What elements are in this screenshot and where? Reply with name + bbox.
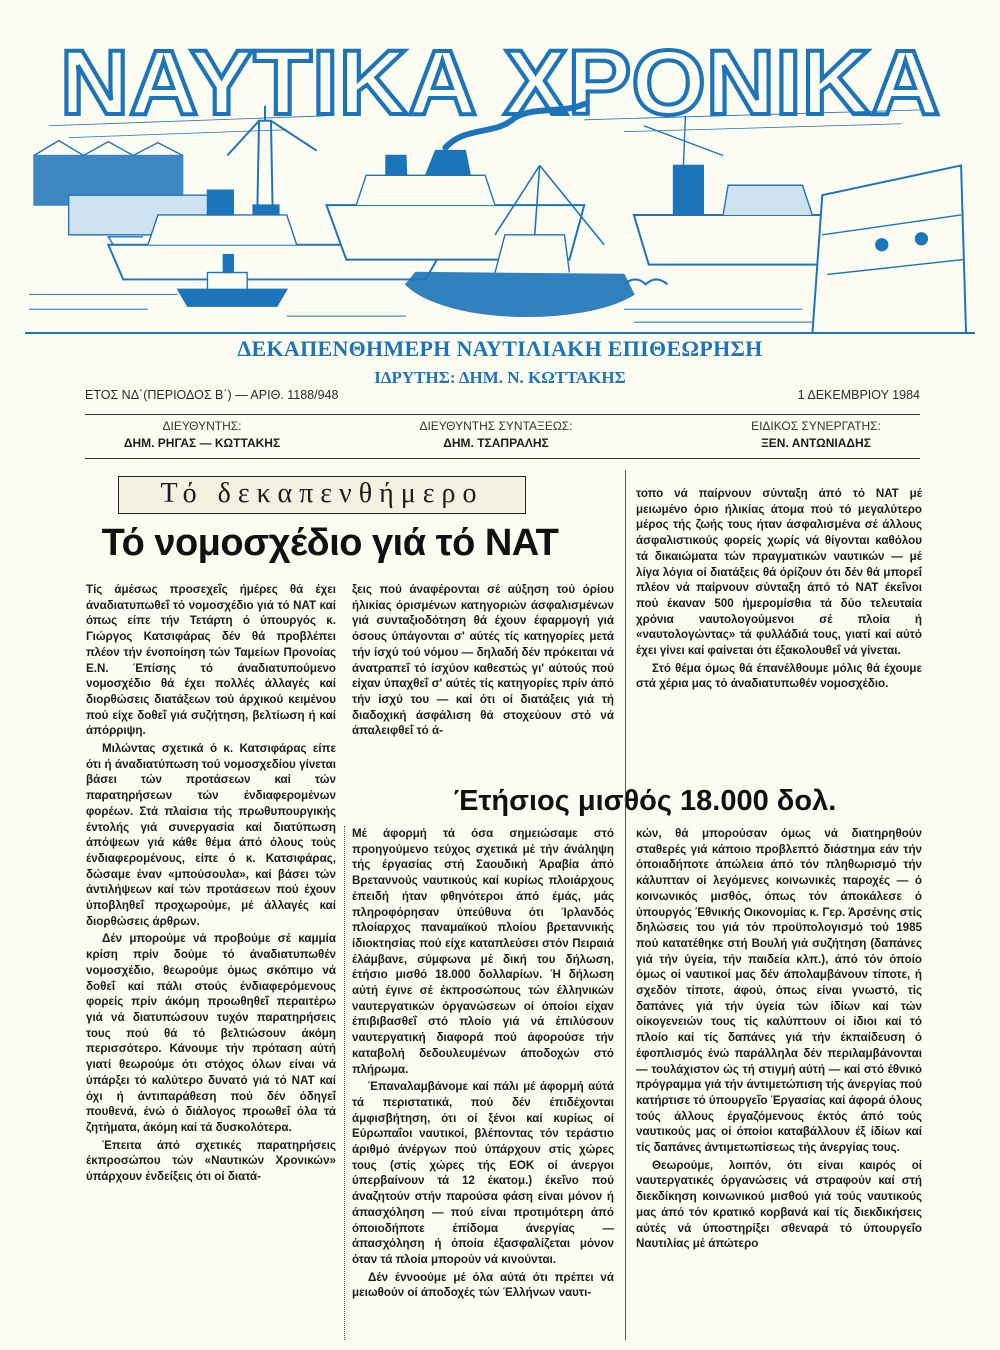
issue-number: ΕΤΟΣ ΝΔ΄(ΠΕΡΙΟΔΟΣ Β΄) — ΑΡΙΘ. 1188/948 [85, 388, 339, 402]
paragraph: κών, θά μπορούσαν όμως νά διατηρηθούν σταθερές γιά κάποιο προβλεπτό διάστημα εάν τήν όποιαδήποτε άπώλεια άπό τόν πληθωρισμό τήν κάλυπταν οί λεγόμενες κοινωνικές παροχές — ό κοινωνικός μισθός, όπως τόν άποκάλεσε ό ύπουργός Έθνικής Οικονομίας κ. Γερ. Άρσένης στίς δηλώσεις του γιά τόν προϋπολογισμό τού 1985 πού κατατέθηκε στή Βουλή γιά συζήτηση (δαπάνες γιά τήν ύγεία, τήν παιδεία κλπ.), άπό τόν όποίο όμως οί ναυτικοί μας δέν άπολαμβάνουν τίποτε, ή σχεδόν τίποτε, άφού, όπως είναι γνωστό, τίς δαπάνες γιά τήν ύγεία τών ίδίων καί τών οίκογενειών τους τίς καλύπτουν οί ίδιοι καί τό πλοίο καί τίς δαπάνες γιά τήν έκπαίδευση ό έφοπλισμός ένώ παράλληλα δέν περιλαμβάνονται — τουλάχιστον ώς τή στιγμή αύτή — καί στό έθνικό πρόγραμμα γιά τήν άντιμετώπιση τής άνεργίας πού κατήρτισε τό ύπουργεΐο Έργασίας καί άφορά όλους τούς άλλους έργαζόμενους έκτός άπό τούς ναυτικούς μας οί όποίοι καταβάλλουν έξ ίδίων καί τίς δαπάνες άντιμετωπίσεως τής άνεργίας τους. [636, 827, 922, 1155]
staff-rule [85, 458, 920, 459]
section-kicker: Τό δεκαπενθήμερο [118, 476, 526, 514]
paragraph: Δέν έννοούμε μέ όλα αύτά ότι πρέπει νά μειωθούν οί άποδοχές τών Έλλήνων ναυτι- [352, 1270, 614, 1300]
staff-director [82, 419, 322, 450]
staff-role: ΔΙΕΥΘΥΝΤΗΣ: [162, 419, 242, 433]
paragraph: Τίς άμέσως προσεχεΐς ήμέρες θά έχει άναδιατυπωθεΐ τό νομοσχέδιο γιά τό ΝΑΤ καί όπως είπε τήν Τετάρτη ό ύπουργός κ. Γιώργος Κατσιφάρας δέν θά προβλέπει πλέον τήν ένοποίηση τών Ταμείων Προνοίας Ε.Ν. Έπίσης τό άναδιατυπούμενο νομοσχέδιο θά έχει πολλές άλλαγές καί διορθώσεις διατάξεων τού άρχικού κειμένου πού είχε δοθεΐ γιά συζήτηση, βελτίωση ή καί άπόρριψη. [86, 583, 336, 738]
staff-name: ΞΕΝ. ΑΝΤΩΝΙΑΔΗΣ [761, 436, 871, 450]
paragraph: Δέν μπορούμε νά προβούμε σέ καμμία κρίση πρίν δούμε τό άναδιατυπωθέν νομοσχέδιο, θεωρούμε όμως σκόπιμο νά δοθεΐ καί πάλι στούς ένδιαφερόμενους φορείς πρίν άκόμη προωθηθεΐ περαιτέρω γιά νά διατυπώσουν τυχόν παρατηρήσεις τους πού θά τό βελτιώσουν άκόμη περισσότερο. Κάνουμε τήν πρόταση αύτή γιατί θεωρούμε ότι στόχος όλων είναι νά ύπάρξει τό καλύτερο δυνατό γιά τό ΝΑΤ καί όχι ή άντιπαράθεση πού δέν όδηγεΐ πουθενά, ένώ ό διάλογος προωθεΐ όλα τά ζητήματα, άκόμη καί τά δυσκολότερα. [86, 932, 336, 1134]
paragraph: Μιλώντας σχετικά ό κ. Κατσιφάρας είπε ότι ή άναδιατύπωση τού νομοσχεδίου γίνεται βάσει τών προτάσεων καί τών παρατηρήσεων τών ένδιαφερομένων φορέων. Στά πλαίσια τής πρωθυπουργικής έντολής γιά συνεργασία καί διατύπωση άπόψεων γιά κάθε θέμα άπό όλους τούς ένδιαφερομένους, είπε ό κ. Κατσιφάρας, δώσαμε έναν «μπούσουλα», καί βάσει τών άντιλήψεων καί τών προτάσεων πού έχουν ύποβληθεΐ προχωρούμε, μέ άλλαγές καί διορθώσεις άρθρων. [86, 742, 336, 928]
staff-role: ΔΙΕΥΘΥΝΤΗΣ ΣΥΝΤΑΞΕΩΣ: [419, 419, 573, 433]
staff-name: ΔΗΜ. ΡΗΓΑΣ — ΚΩΤΤΑΚΗΣ [123, 436, 281, 450]
issue-date: 1 ΔΕΚΕΜΒΡΙΟΥ 1984 [797, 388, 920, 402]
paragraph: τοπο νά παίρνουν σύνταξη άπό τό ΝΑΤ μέ μειωμένο όριο ήλικίας άτομα πού τό μεγαλύτερο μέρος τής ζωής τους ήταν άσφαλισμένα σέ άλλους άσφαλιστικούς φορείς χωρίς νά θίγονται καθόλου τά δικαιώματα τών πραγματικών ναυτικών — μέ λίγα λόγια οί διατάξεις θά όρίζουν ότι δέν θά μπορεΐ πλέον νά παίρνουν σύνταξη άπό τό ΝΑΤ έκεΐνοι πού έκαναν 500 ήμερομίσθια τά δύο τελευταία χρόνια ναυτολογούμενοι σέ πλοία ή «ναυτολογώντας» τά φυλλάδιά τους, γιατί καί αύτό έχει γίνει καί φαίνεται ότι έξακολουθεΐ νά γίνεται. [636, 487, 922, 658]
article1-column-1 [86, 582, 336, 1350]
issue-info [85, 388, 920, 408]
staff-role: ΕΙΔΙΚΟΣ ΣΥΝΕΡΓΑΤΗΣ: [751, 419, 881, 433]
article1-column-2 [352, 582, 614, 777]
founder-line: ΙΔΡΥΤΗΣ: ΔΗΜ. Ν. ΚΩΤΤΑΚΗΣ [374, 368, 626, 387]
paragraph: Στό θέμα όμως θά έπανέλθουμε μόλις θά έχουμε στά χέρια μας τό άναδιατυπωθέν νομοσχέδιο. [636, 661, 922, 691]
masthead-title-text: ΝΑΥΤΙΚΑ ΧΡΟΝΙΚΑ [60, 36, 940, 126]
paragraph: Θεωρούμε, λοιπόν, ότι είναι καιρός οί ναυτεργατικές όργανώσεις νά στραφούν καί στή διεκδίκηση κοινωνικού μισθού γιά τούς ναυτικούς μας άπό τόν κρατικό κορβανά καί τίς διεκδικήσεις αύτές νά ύποστηρίξει σθεναρά τό ύπουργεΐο Ναυτιλίας μέ άπώτερο [636, 1158, 922, 1251]
article1-column-3 [636, 486, 922, 780]
article2-headline: Έτήσιος μισθός 18.000 δολ. [453, 785, 837, 817]
paragraph: ξεις πού άναφέρονται σέ αύξηση τού όρίου ήλικίας όρισμένων κατηγοριών άσφαλισμένων γιά συνταξιοδότηση θά έχουν έφαρμογή γιά όσους ύπάγονται σ' αύτές τίς κατηγορίες μετά τήν ίσχύ τού νόμου — δηλαδή δέν πρόκειται νά άνατραπεΐ τό ίσχύον καθεστώς γι' αύτούς πού είχαν ύπαχθεΐ σ' αύτές τίς κατηγορίες πρίν άπό τήν ίσχύ του — καί ότι οί διατάξεις γιά τή διαδοχική άσφάλιση θά στοχεύουν στό νά άπαλειφθεΐ τό ά- [352, 583, 614, 738]
article2-column-2 [636, 826, 922, 1350]
masthead-rule [85, 414, 920, 415]
masthead-subtitle: ΔΕΚΑΠΕΝΘΗΜΕΡΗ ΝΑΥΤΙΛΙΑΚΗ ΕΠΙΘΕΩΡΗΣΗ [237, 336, 763, 361]
paragraph: Έπαναλαμβάνομε καί πάλι μέ άφορμή αύτά τά περιστατικά, πού δέν έπιδέχονται άμφισβήτηση, ότι οί ξένοι καί κυρίως οί Εύρωπαΐοι ναυτικοί, βλέποντας τόν τεράστιο άριθμό άνέργων πού ύπάρχουν στίς χώρες τους (στίς χώρες τής ΕΟΚ οί άνεργοι ύπερβαίνουν τά 12 έκατομ.) έκεΐνο πού άναζητούν στήν παρούσα φάση είναι μόνον ή άπασχόληση — πού είναι προτιμότερη άπό όποιοδήποτε έπίδομα άνεργίας — άπασχόληση ή όποία έξασφαλίζεται μόνον όταν τά πλοία μπορούν νά κινούνται. [352, 1080, 614, 1266]
article-headline: Τό νομοσχέδιο γιά τό ΝΑΤ [101, 522, 559, 564]
article2-column-1 [352, 826, 614, 1350]
staff-editor [376, 419, 616, 450]
staff-contributor [696, 419, 936, 450]
harbor-illustration [25, 96, 975, 334]
column-divider [344, 826, 345, 1340]
column-divider [625, 470, 626, 1340]
paragraph: Μέ άφορμή τά όσα σημειώσαμε στό προηγούμενο τεύχος σχετικά μέ τήν άνάληψη τής έργασίας στή Σαουδική Άραβία άπό Βρεταννούς ναυτικούς καί κυρίως πλοιάρχους έπειδή ήταν φθηνότεροι άπό έμάς, μάς πληροφόρησαν ύπεύθυνα ότι Ίρλανδός πλοίαρχος παναμαϊκού πλοίου βρεταννικής ίδιοκτησίας πού είχε καταπλεύσει στόν Πειραιά έλάμβανε, σύμφωνα μέ δική του δήλωση, έτήσιο μισθό 18.000 δολλαρίων. Ή δήλωση αύτή έγινε σέ έκπροσώπους τών έλληνικών ναυτεργατικών όργανώσεων οί όποίοι είχαν έπιβιβασθεΐ στό πλοίο γιά νά έπιλύσουν ναυτεργατική διαφορά πού άφορούσε τήν καταβολή δεδουλευμένων άποδοχών στό πλήρωμα. [352, 827, 614, 1076]
staff-name: ΔΗΜ. ΤΣΑΠΡΑΛΗΣ [443, 436, 549, 450]
paragraph: Έπειτα άπό σχετικές παρατηρήσεις έκπροσώπου τών «Ναυτικών Χρονικών» ύπάρχουν ένδείξεις ότι οί διατά- [86, 1138, 336, 1184]
